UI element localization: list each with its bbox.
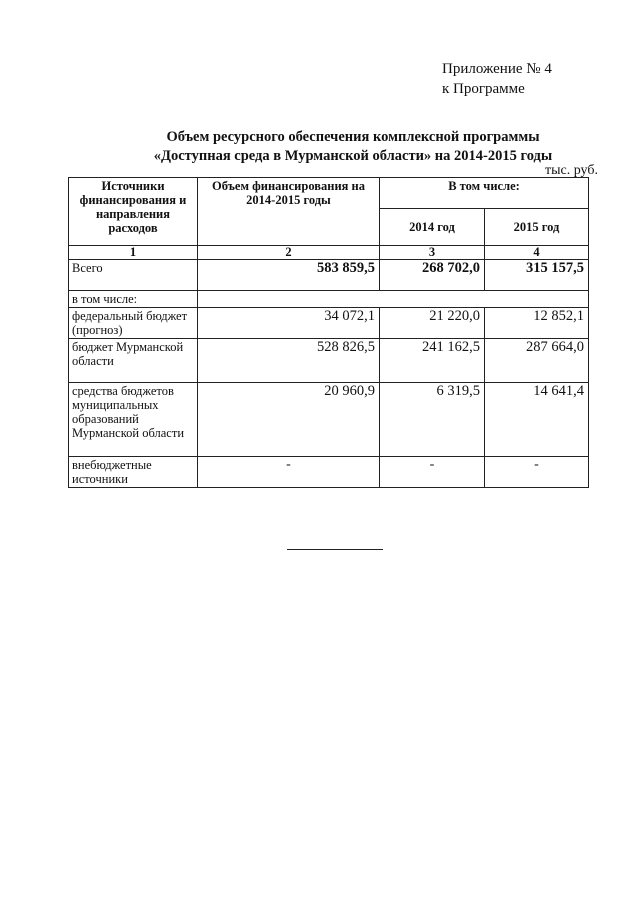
- row-label: федеральный бюджет (прогноз): [69, 308, 198, 339]
- cell-2015: 315 157,5: [485, 260, 589, 291]
- cell-2014: 6 319,5: [380, 383, 485, 457]
- header-year-2014: 2014 год: [380, 209, 485, 246]
- row-label: бюджет Мурманской области: [69, 339, 198, 383]
- separator-line: [287, 549, 383, 550]
- appendix-number: Приложение № 4: [442, 61, 552, 77]
- table-row: [69, 260, 589, 291]
- cell-total: 20 960,9: [198, 383, 380, 457]
- cell-total: 583 859,5: [198, 260, 380, 291]
- cell-2015: -: [485, 457, 589, 488]
- cell-2015: 12 852,1: [485, 308, 589, 339]
- column-number: 4: [485, 246, 589, 260]
- header-including: В том числе:: [380, 178, 589, 209]
- title-line-2: «Доступная среда в Мурманской области» на 2014-2015 годы: [153, 148, 553, 164]
- cell-2014: 241 162,5: [380, 339, 485, 383]
- title-line-1: Объем ресурсного обеспечения комплексной программы: [166, 129, 540, 145]
- column-number: 2: [198, 246, 380, 260]
- row-label: внебюджетные источники: [69, 457, 198, 488]
- table-row: [69, 308, 589, 339]
- column-number: 1: [69, 246, 198, 260]
- empty-cell: [198, 291, 589, 308]
- column-number-row: [69, 246, 589, 260]
- cell-2014: -: [380, 457, 485, 488]
- cell-2014: 268 702,0: [380, 260, 485, 291]
- cell-total: 34 072,1: [198, 308, 380, 339]
- cell-2015: 287 664,0: [485, 339, 589, 383]
- column-number: 3: [380, 246, 485, 260]
- table-row: [69, 383, 589, 457]
- units-label: тыс. руб.: [545, 163, 598, 178]
- financing-table: [68, 177, 589, 488]
- row-label: Всего: [69, 260, 198, 291]
- cell-total: -: [198, 457, 380, 488]
- row-label: средства бюджетов муниципальных образований Мурманской области: [69, 383, 198, 457]
- header-sources: Источники финансирования и направления расходов: [69, 178, 198, 246]
- row-label: в том числе:: [69, 291, 198, 308]
- cell-2015: 14 641,4: [485, 383, 589, 457]
- document-title: [0, 128, 640, 166]
- cell-2014: 21 220,0: [380, 308, 485, 339]
- appendix-header: [442, 59, 552, 99]
- header-year-2015: 2015 год: [485, 209, 589, 246]
- table-row: [69, 339, 589, 383]
- cell-total: 528 826,5: [198, 339, 380, 383]
- header-total: Объем финансирования на 2014-2015 годы: [198, 178, 380, 246]
- appendix-reference: к Программе: [442, 81, 525, 97]
- table-row: [69, 457, 589, 488]
- table-row: [69, 291, 589, 308]
